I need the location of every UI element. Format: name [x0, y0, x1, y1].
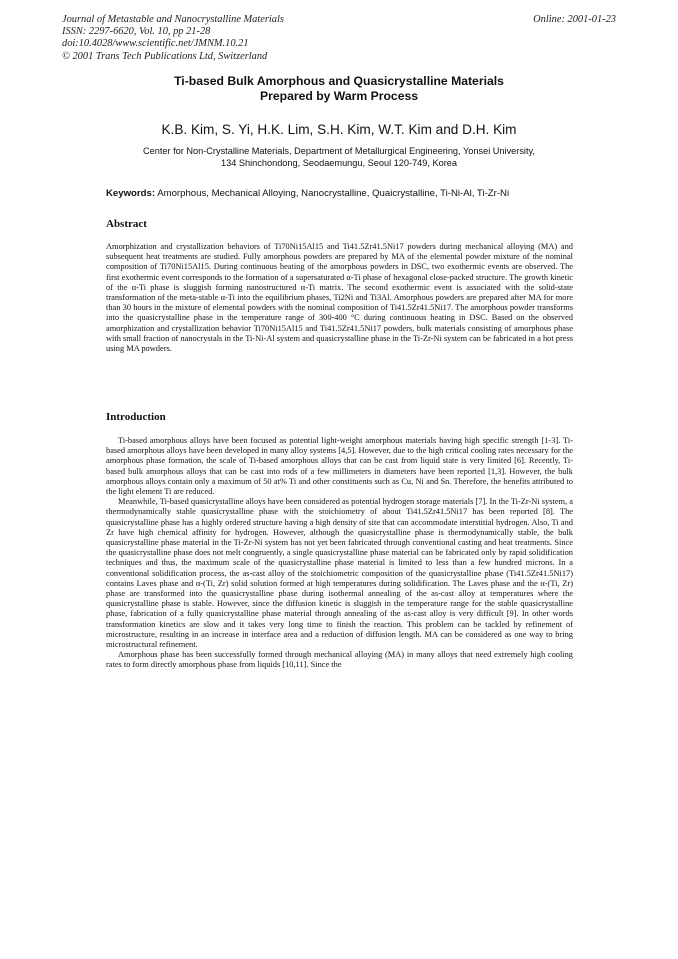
intro-paragraph-1: Ti-based amorphous alloys have been focused as potential light-weight amorphous materials having high specific strength [1-3]. Ti-based amorphous alloys have been developed in many alloy systems [4,5]. However, due to the high critical cooling rates necessary for the amorphous phase formation, the scale of Ti-based amorphous alloys that can be cast from liquid state is very limited [6]. Recently, Ti-based bulk amorphous alloys that can be cast into rods of a few millimeters in diameters have been reported [1,3]. However, the bulk amorphous alloys contain only a maximum of 50 at% Ti and other constituents such as Cu, Ni and Sn. Therefore, the benefits attributed to the light element Ti are reduced.: [106, 436, 573, 497]
affiliation-line-2: 134 Shinchondong, Seodaemungu, Seoul 120-749, Korea: [221, 157, 457, 168]
affiliation-line-1: Center for Non-Crystalline Materials, Department of Metallurgical Engineering, Yonsei University,: [142, 146, 535, 156]
journal-header: [62, 14, 284, 63]
paper-title-line-1: Ti-based Bulk Amorphous and Quasicrystalline Materials: [174, 74, 504, 88]
abstract-body: [106, 242, 573, 354]
abstract-paragraph: Amorphization and crystallization behaviors of Ti70Ni15Al15 and Ti41.5Zr41.5Ni17 powders during mechanical alloying (MA) and subsequent heat treatments are studied. Fully amorphous powders are prepared by MA of the elemental powder mixture of the nominal composition of Ti70Ni15Al15. During continuous heating of the amorphous powders in DSC, two exothermic events are observed. The first exothermic event corresponds to the formation of a supersaturated α-Ti phase of hexagonal close-packed structure. The growth kinetic of the α-Ti phase is sluggish forming nanostructured α-Ti matrix. The second exothermic event is associated with the solid-state transformation of the meta-stable α-Ti into the equilibrium phases, Ti2Ni and Ti3Al. Amorphous powders are prepared after MA for more than 30 hours in the mixture of elemental powders with the nominal composition of Ti41.5Zr41.5Ni17. The amorphous powder transforms into the quasicrystalline phase in the temperature range of 300-400 °C during continuous heating in DSC. Based on the observed amorphization and crystallization behavior Ti70Ni15Al15 and Ti41.5Zr41.5Ni17 powders, bulk materials consisting of amorphous phase with small fraction of nanocrystals in the Ti-Ni-Al system and quasicrystalline phase in the Ti-Zr-Ni system can be fabricated in a hot press using MA powders.: [106, 242, 573, 354]
journal-doi: doi:10.4028/www.scientific.net/JMNM.10.21: [62, 38, 249, 50]
keywords-text: Amorphous, Mechanical Alloying, Nanocrystalline, Quaicrystalline, Ti-Ni-Al, Ti-Zr-Ni: [157, 188, 510, 199]
paper-title: [80, 74, 598, 104]
introduction-heading: Introduction: [106, 411, 166, 423]
journal-copyright: © 2001 Trans Tech Publications Ltd, Switzerland: [62, 50, 268, 62]
online-date: Online: 2001-01-23: [533, 14, 616, 25]
abstract-heading: Abstract: [106, 218, 147, 230]
journal-name: Journal of Metastable and Nanocrystalline Materials: [62, 14, 284, 25]
keywords-label: Keywords:: [106, 188, 156, 199]
intro-paragraph-2: Meanwhile, Ti-based quasicrystalline alloys have been considered as potential hydrogen storage materials [7]. In the Ti-Zr-Ni system, a thermodynamically stable quasicrystalline phase with the stoichiometry of about Ti41.5Zr41.5Ni17 has been reported [8]. The quasicrystalline phase has a highly ordered structure having a high density of site that can accommodate interstitial hydrogen. Also, Ti and Zr have high chemical affinity for hydrogen. However, although the quasicrystalline phase is thermodynamically stable, the bulk quasicrystalline phase material in the Ti-Zr-Ni system has not yet been fabricated through conventional casting and heat treatments. Since the quasicrystalline phase does not melt congruently, a single quasicrystalline phase material can be fabricated only by rapid solidification techniques and thus, the maximum scale of the quasicrystalline phase material is limited to less than a few hundred microns. In a conventional solidification process, the as-cast alloy of the stoichiometric composition of the quasicrystalline phase (Ti41.5Zr41.5Ni17) contains Laves phase and α-(Ti, Zr) solid solution formed at high temperatures during solidification. The Laves phase and the α-(Ti, Zr) phase are transformed into the quasicrystalline phase during isothermal annealing of the as-cast alloy at temperatures where the quasicrystalline phase is stable. However, since the diffusion kinetic is sluggish in the temperature range for the stable quasicrystalline phase, fabrication of a fully quasicrystalline phase material through annealing of the as-cast alloy is very difficult [9]. In other words transformation kinetics are slow and it takes very long time to finish the reaction. This problem can be tackled by refinement of microstructure, resulting in an increase in interface area and a reduction of diffusion length. MA can be considered as one way to bring microstructural refinement.: [106, 497, 573, 650]
intro-paragraph-3: Amorphous phase has been successfully formed through mechanical alloying (MA) in many alloys that need extremely high cooling rates to form directly amorphous phase from liquids [10,11]. Since the: [106, 650, 573, 670]
author-affiliation: [60, 146, 618, 169]
paper-title-line-2: Prepared by Warm Process: [259, 89, 419, 103]
introduction-body: [106, 436, 573, 671]
journal-issn: ISSN: 2297-6620, Vol. 10, pp 21-28: [62, 26, 211, 38]
paper-authors: K.B. Kim, S. Yi, H.K. Lim, S.H. Kim, W.T. Kim and D.H. Kim: [161, 122, 517, 137]
keywords: [106, 188, 606, 199]
